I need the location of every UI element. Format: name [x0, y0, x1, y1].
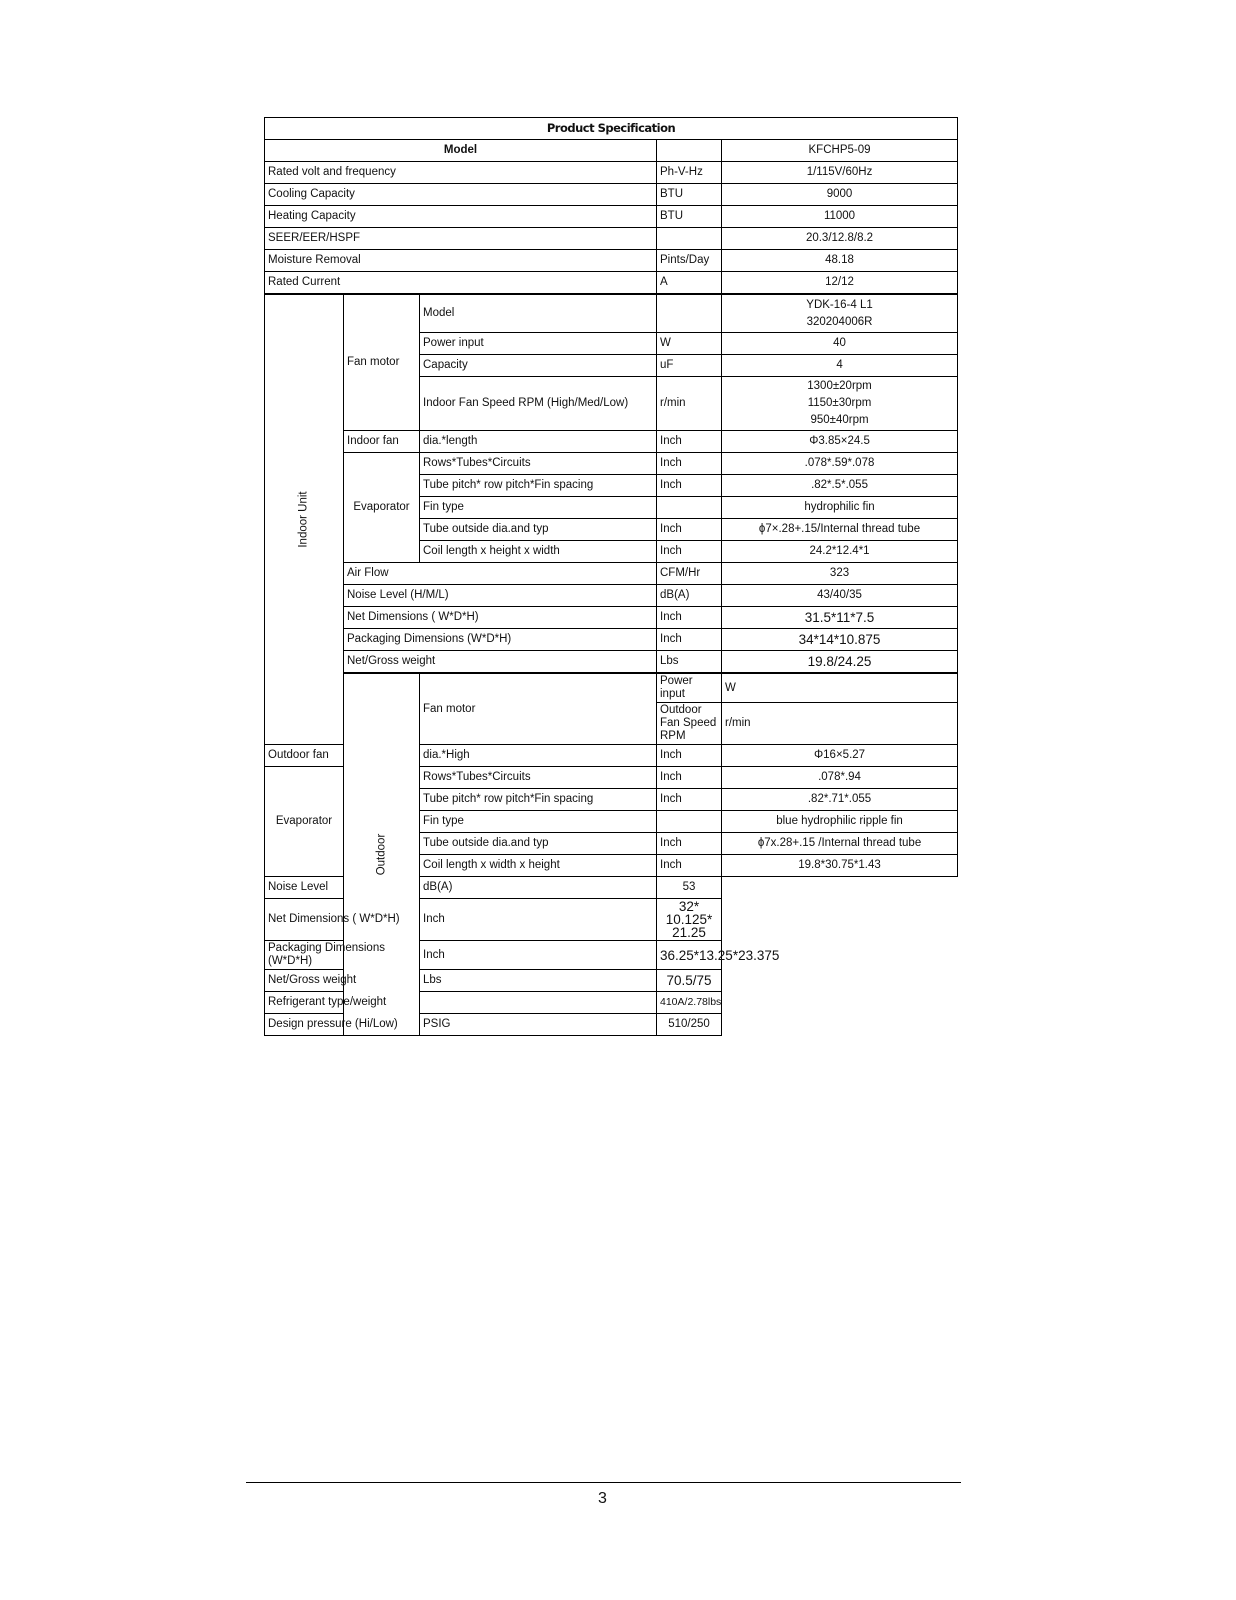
- row-unit: Inch: [420, 899, 657, 941]
- row-value: .078*.59*.078: [722, 453, 958, 475]
- indoor-fan-motor-group: Fan motor: [344, 294, 420, 431]
- row-unit: Inch: [657, 607, 722, 629]
- row-unit: [657, 497, 722, 519]
- row-unit: Lbs: [657, 651, 722, 674]
- row-value: 32* 10.125* 21.25: [657, 899, 722, 941]
- row-unit: [657, 811, 722, 833]
- model-unit: [657, 140, 722, 162]
- footer-divider: [246, 1482, 961, 1483]
- row-unit: A: [657, 272, 722, 295]
- row-unit: Inch: [420, 941, 657, 970]
- row-label: Net/Gross weight: [344, 651, 657, 674]
- row-value: Φ3.85×24.5: [722, 431, 958, 453]
- row-label: Coil length x width x height: [420, 855, 657, 877]
- row-value: 24.2*12.4*1: [722, 541, 958, 563]
- value-line: 1300±20rpm: [807, 380, 872, 392]
- row-unit: Inch: [657, 629, 722, 651]
- row-value: hydrophilic fin: [722, 497, 958, 519]
- spec-table: [264, 117, 958, 1036]
- row-value: 1/115V/60Hz: [722, 162, 958, 184]
- table-row: [265, 651, 958, 674]
- row-unit: Pints/Day: [657, 250, 722, 272]
- row-value: 43/40/35: [722, 585, 958, 607]
- row-unit: CFM/Hr: [657, 563, 722, 585]
- row-label: Power input: [657, 673, 722, 703]
- row-label: Fin type: [420, 811, 657, 833]
- outdoor-fan-group: Outdoor fan: [265, 745, 344, 767]
- row-label: Capacity: [420, 355, 657, 377]
- row-label: Refrigerant type/weight: [265, 992, 420, 1014]
- row-value: 12/12: [722, 272, 958, 295]
- row-value: 510/250: [657, 1014, 722, 1036]
- table-row: [265, 272, 958, 295]
- row-value: .82*.5*.055: [722, 475, 958, 497]
- row-value: 410A/2.78lbs: [657, 992, 722, 1014]
- page-title: Product Specification: [265, 118, 958, 140]
- indoor-evaporator-group: Evaporator: [344, 453, 420, 563]
- row-unit: Ph-V-Hz: [657, 162, 722, 184]
- row-value: .82*.71*.055: [722, 789, 958, 811]
- row-label: Cooling Capacity: [265, 184, 657, 206]
- row-value: 34*14*10.875: [722, 629, 958, 651]
- table-row: [265, 184, 958, 206]
- row-label: Design pressure (Hi/Low): [265, 1014, 420, 1036]
- table-row: [265, 899, 958, 941]
- row-unit: Inch: [657, 833, 722, 855]
- row-value: 36.25*13.25*23.375: [657, 941, 722, 970]
- row-label: Model: [420, 294, 657, 333]
- table-row: [265, 431, 958, 453]
- table-row: [265, 877, 958, 899]
- row-value: 20.3/12.8/8.2: [722, 228, 958, 250]
- row-unit: Inch: [657, 519, 722, 541]
- row-value: 53: [657, 877, 722, 899]
- row-label: Tube outside dia.and typ: [420, 833, 657, 855]
- row-label: dia.*length: [420, 431, 657, 453]
- row-label: Tube pitch* row pitch*Fin spacing: [420, 475, 657, 497]
- row-unit: Inch: [657, 745, 722, 767]
- model-header: Model: [265, 140, 657, 162]
- row-label: Rated volt and frequency: [265, 162, 657, 184]
- model-value: KFCHP5-09: [722, 140, 958, 162]
- page-number: 3: [598, 1490, 607, 1507]
- table-row: [265, 228, 958, 250]
- row-label: Rows*Tubes*Circuits: [420, 767, 657, 789]
- row-unit: BTU: [657, 206, 722, 228]
- row-label: Net/Gross weight: [265, 970, 420, 992]
- table-row: [265, 563, 958, 585]
- table-row: [265, 206, 958, 228]
- row-unit: PSIG: [420, 1014, 657, 1036]
- row-value: [722, 294, 958, 333]
- indoor-unit-label: Indoor Unit: [297, 491, 310, 548]
- row-value: blue hydrophilic ripple fin: [722, 811, 958, 833]
- row-value: 4: [722, 355, 958, 377]
- table-row: [265, 970, 958, 992]
- row-unit: [657, 228, 722, 250]
- row-unit: dB(A): [420, 877, 657, 899]
- row-label: Outdoor Fan Speed RPM: [657, 703, 722, 745]
- row-value: 40: [722, 333, 958, 355]
- row-unit: BTU: [657, 184, 722, 206]
- row-label: Noise Level: [265, 877, 420, 899]
- row-value: ϕ7×.28+.15/Internal thread tube: [722, 519, 958, 541]
- row-unit: Inch: [657, 541, 722, 563]
- row-label: Net Dimensions ( W*D*H): [265, 899, 420, 941]
- table-row: [265, 607, 958, 629]
- row-label: Noise Level (H/M/L): [344, 585, 657, 607]
- outdoor-fan-motor-group: Fan motor: [420, 673, 657, 745]
- row-unit: Inch: [657, 475, 722, 497]
- table-row: [265, 453, 958, 475]
- row-label: SEER/EER/HSPF: [265, 228, 657, 250]
- indoor-fan-group: Indoor fan: [344, 431, 420, 453]
- value-line: YDK-16-4 L1: [806, 298, 873, 311]
- row-unit: W: [657, 333, 722, 355]
- table-row: [265, 162, 958, 184]
- row-unit: W: [722, 673, 958, 703]
- value-line: 950±40rpm: [810, 414, 869, 426]
- row-label: Power input: [420, 333, 657, 355]
- spec-document: [264, 117, 957, 1036]
- row-unit: [657, 294, 722, 333]
- row-unit: Inch: [657, 453, 722, 475]
- value-line: 320204006R: [806, 315, 873, 328]
- row-unit: Inch: [657, 855, 722, 877]
- row-value: [722, 377, 958, 431]
- table-row: [265, 585, 958, 607]
- row-label: Packaging Dimensions (W*D*H): [344, 629, 657, 651]
- row-value: 70.5/75: [657, 970, 722, 992]
- table-row: [265, 294, 958, 333]
- row-value: 323: [722, 563, 958, 585]
- row-label: Packaging Dimensions (W*D*H): [265, 941, 420, 970]
- value-line: 1150±30rpm: [807, 397, 872, 409]
- row-value: .078*.94: [722, 767, 958, 789]
- row-value: 31.5*11*7.5: [722, 607, 958, 629]
- indoor-section-label: [265, 294, 344, 745]
- row-label: Air Flow: [344, 563, 657, 585]
- row-unit: Lbs: [420, 970, 657, 992]
- row-label: Tube outside dia.and typ: [420, 519, 657, 541]
- table-row: [265, 673, 958, 703]
- table-row: [265, 250, 958, 272]
- row-unit: [420, 992, 657, 1014]
- row-label: Coil length x height x width: [420, 541, 657, 563]
- table-row: [265, 992, 958, 1014]
- outdoor-unit-label: Outdoor: [375, 833, 387, 876]
- row-value: 9000: [722, 184, 958, 206]
- row-label: Moisture Removal: [265, 250, 657, 272]
- row-value: 19.8*30.75*1.43: [722, 855, 958, 877]
- row-label: dia.*High: [420, 745, 657, 767]
- row-unit: uF: [657, 355, 722, 377]
- row-unit: Inch: [657, 789, 722, 811]
- row-label: Indoor Fan Speed RPM (High/Med/Low): [420, 377, 657, 431]
- row-unit: r/min: [657, 377, 722, 431]
- row-label: Fin type: [420, 497, 657, 519]
- table-row: [265, 629, 958, 651]
- row-label: Tube pitch* row pitch*Fin spacing: [420, 789, 657, 811]
- table-row: [265, 941, 958, 970]
- row-unit: Inch: [657, 431, 722, 453]
- table-row: [265, 1014, 958, 1036]
- row-label: Heating Capacity: [265, 206, 657, 228]
- row-label: Rows*Tubes*Circuits: [420, 453, 657, 475]
- row-unit: dB(A): [657, 585, 722, 607]
- row-value: Φ16×5.27: [722, 745, 958, 767]
- row-unit: Inch: [657, 767, 722, 789]
- row-value: ϕ7x.28+.15 /Internal thread tube: [722, 833, 958, 855]
- row-value: 11000: [722, 206, 958, 228]
- row-value: 48.18: [722, 250, 958, 272]
- row-value: 19.8/24.25: [722, 651, 958, 674]
- row-unit: r/min: [722, 703, 958, 745]
- row-label: Net Dimensions ( W*D*H): [344, 607, 657, 629]
- row-label: Rated Current: [265, 272, 657, 295]
- outdoor-evaporator-group: Evaporator: [265, 767, 344, 877]
